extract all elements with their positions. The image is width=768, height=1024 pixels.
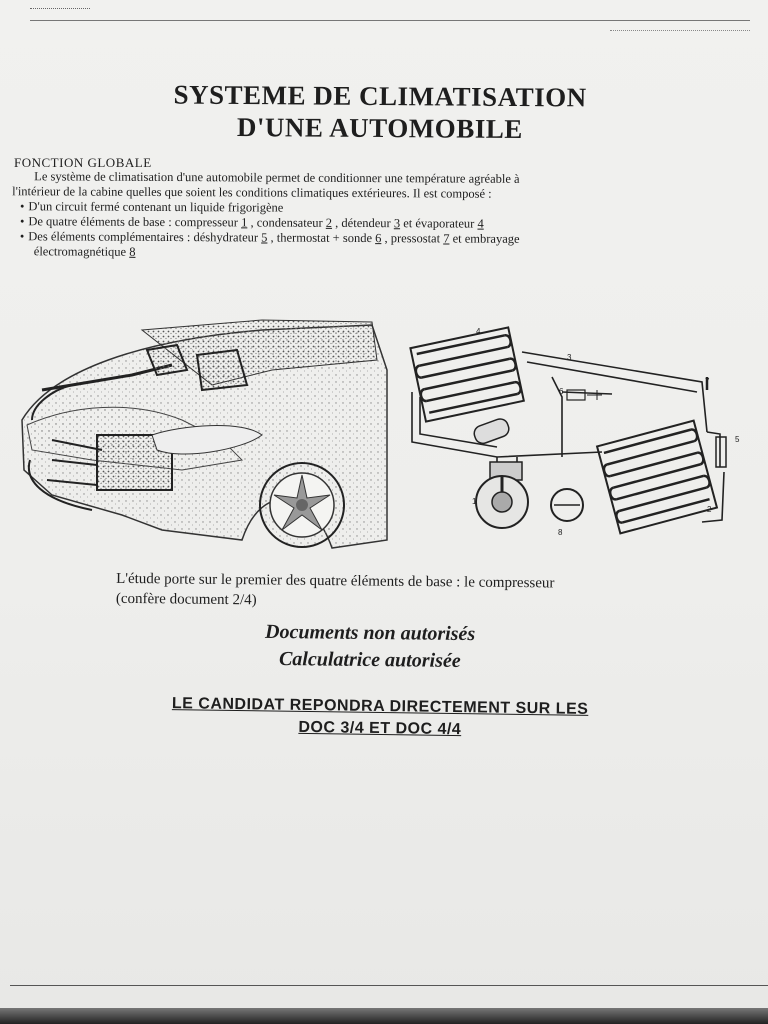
bullet-comp-text-4: et embrayage [452,231,520,246]
title-line-2: D'UNE AUTOMOBILE [236,112,523,144]
bullet-base-text-2: , condensateur [250,215,323,230]
bullet-base-text: De quatre éléments de base : compresseur [28,214,239,230]
diagram-label-7: 7 [705,377,710,386]
study-line-2: (confère document 2/4) [115,590,257,609]
bullet-comp-text-3: , pressostat [384,231,441,246]
thermostat [567,390,585,400]
scan-bottom-edge [0,1008,768,1024]
bottom-rule [10,985,768,986]
electromagnetic-clutch [551,489,583,521]
documents-not-allowed: Documents non autorisés [265,620,476,646]
intro-paragraph [12,169,702,263]
car-illustration [12,310,390,555]
refrigeration-circuit-diagram [402,322,747,542]
ref-1: 1 [241,215,248,230]
exam-conditions [160,618,581,676]
study-note [116,569,716,615]
diagram-label-3: 3 [567,353,572,362]
ref-6: 6 [375,231,382,246]
bullet-comp-text: Des éléments complémentaires : déshydrateur [28,229,259,245]
diagram-label-5: 5 [735,435,740,444]
sensor [587,390,602,400]
study-line-1: L'étude porte sur le premier des quatre éléments de base : le compresseur [116,570,555,592]
scan-marks-top-left [30,8,90,15]
compressor [476,462,528,528]
evaporator [410,327,523,421]
bullet-circuit-text: D'un circuit fermé contenant un liquide frigorigène [28,199,284,215]
intro-line-1: Le système de climatisation d'une automobile permet de conditionner une température agréable à [34,169,520,186]
diagram-label-6: 6 [559,387,564,396]
ref-7: 7 [443,231,450,246]
document-title [100,78,660,146]
ref-3: 3 [393,216,401,231]
receiver-drier [472,417,511,446]
section-heading: FONCTION GLOBALE [14,155,152,170]
diagram-label-8: 8 [558,528,563,537]
scan-marks-top-right [610,30,750,37]
condenser [597,421,717,534]
top-rule [30,20,750,21]
candidate-line-1: LE CANDIDAT REPONDRA DIRECTEMENT SUR LES [171,695,589,718]
diagram-label-4: 4 [476,327,481,336]
ref-8: 8 [129,244,136,259]
bullet-comp-text-2: , thermostat + sonde [270,230,373,246]
dehydrator [716,437,726,467]
ref-5: 5 [261,230,268,245]
ref-2: 2 [325,215,333,230]
candidate-instruction [100,692,661,744]
intro-line-2: l'intérieur de la cabine quelles que soient les conditions climatiques extérieures. Il est composé : [12,184,492,201]
candidate-line-2: DOC 3/4 ET DOC 4/4 [298,718,462,739]
bullet-base-text-4: et évaporateur [403,216,475,231]
ref-4: 4 [477,216,484,231]
calculator-allowed: Calculatrice autorisée [278,648,461,672]
diagram-label-2: 2 [707,505,712,514]
title-line-1: SYSTEME DE CLIMATISATION [173,79,587,113]
bullet-comp-text-5: électromagnétique [33,244,127,259]
bullet-complementary-line-2 [12,244,702,263]
diagram-label-1: 1 [472,497,477,506]
bullet-base-text-3: , détendeur [335,215,391,231]
